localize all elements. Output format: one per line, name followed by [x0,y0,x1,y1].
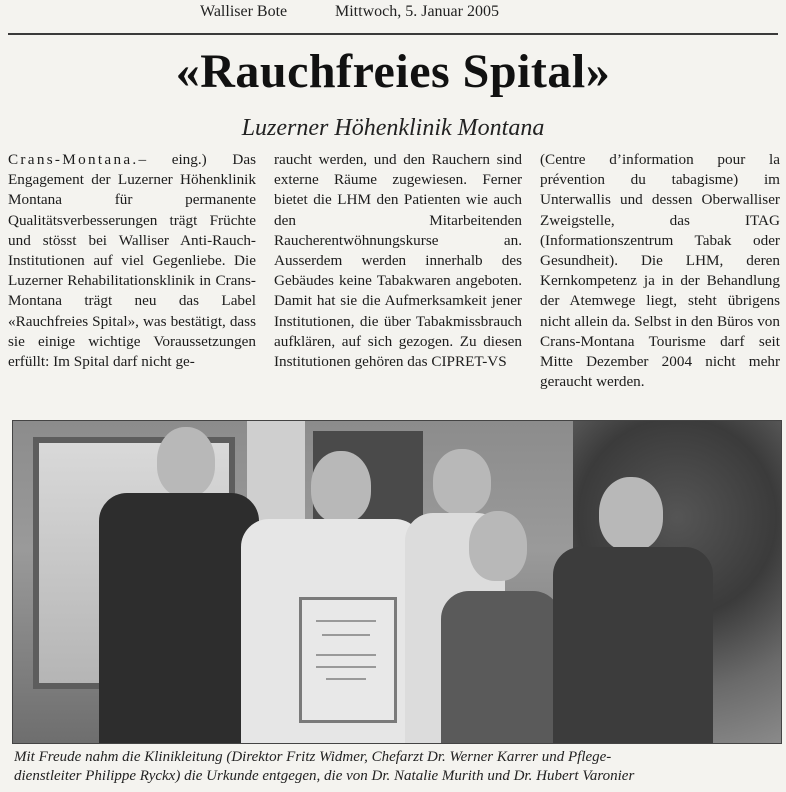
photo-caption [14,748,784,786]
article-photo [12,420,782,744]
article-column-1 [8,150,256,410]
issue-date: Mittwoch, 5. Januar 2005 [335,3,499,20]
article-column-2 [274,150,522,410]
certificate [299,597,397,723]
article-dateline: Crans-Montana. [8,151,139,168]
caption-line-1: Mit Freude nahm die Klinikleitung (Direktor Fritz Widmer, Chefarzt Dr. Werner Karrer und Pflege- [14,749,612,765]
column-3-text: (Centre d’information pour la prévention du tabagisme) im Unterwallis und dessen Oberwalliser Zweigstelle, das ITAG (Informationszentrum Tabak oder Gesundheit). Die LHM, deren Kernkompetenz ja in der Behandlung der Atemwege liegt, steht übrigens nicht allein da. Selbst in den Büros von Crans-Montana Tourisme darf seit Mitte Dezember 2004 nicht mehr geraucht werden. [540,151,780,391]
article-headline: «Rauchfreies Spital» [175,45,611,98]
newspaper-name: Walliser Bote [200,3,288,20]
column-2-text: raucht werden, und den Rauchern sind externe Räume zugewiesen. Ferner bietet die LHM den Patienten wie auch den Mitarbeitenden Raucherentwöhnungskurse an. Ausserdem werden innerhalb des Gebäudes keine Tabakwaren angeboten. Damit hat sie die Aufmerksamkeit jener Institutionen, die über Tabakmissbrauch aufklären, auf sich gezogen. Zu diesen Institutionen gehören das CIPRET-VS [274,151,522,371]
article-column-3 [540,150,780,410]
caption-line-2: dienstleiter Philippe Ryckx) die Urkunde entgegen, die von Dr. Natalie Murith und Dr. Hubert Varonier [14,768,635,784]
article-subheadline: Luzerner Höhenklinik Montana [241,115,545,141]
article-byline: – eing.) [138,151,207,168]
header-rule [8,33,778,35]
masthead [0,0,786,26]
column-1-text: Das Engagement der Luzerner Höhenklinik Montana für permanente Qualitätsverbesserungen trägt Früchte und stösst bei Walliser Anti-Rauch-Institutionen auf viel Gegenliebe. Die Luzerner Rehabilitationsklinik in Crans-Montana trägt neu das Label «Rauchfreies Spital», was bestätigt, dass sie einige wichtige Voraussetzungen erfüllt: Im Spital darf nicht ge- [8,151,256,371]
